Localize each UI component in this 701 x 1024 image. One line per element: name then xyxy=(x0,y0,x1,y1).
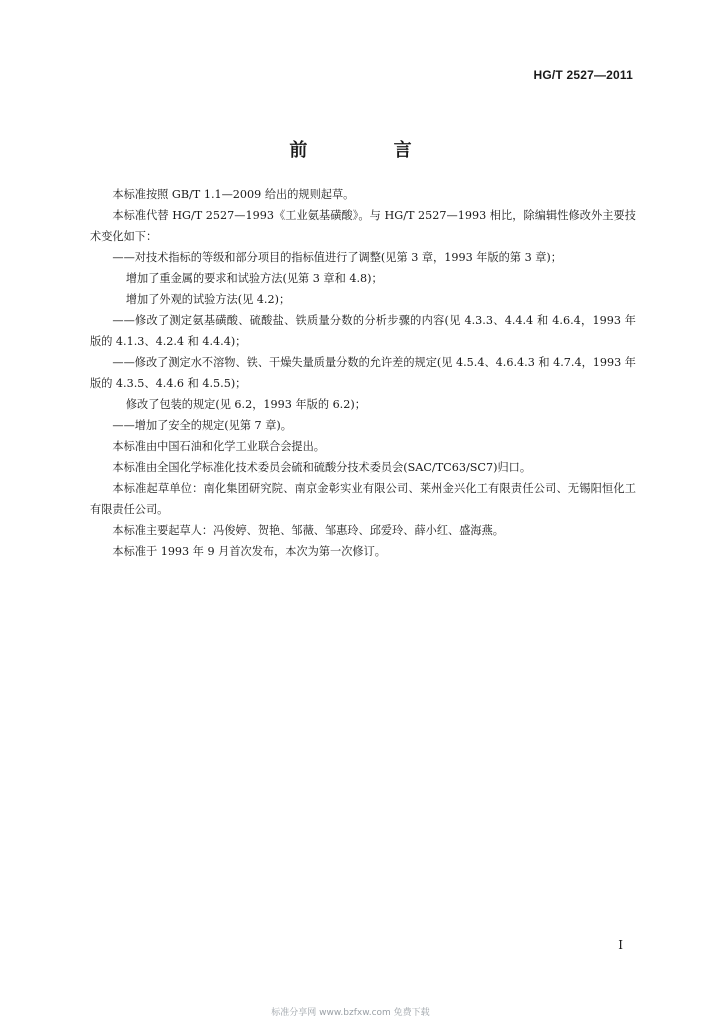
change-item-tolerances: ——修改了测定水不溶物、铁、干燥失量质量分数的允许差的规定(见 4.5.4、4.6.4.3 和 4.7.4，1993 年版的 4.3.5、4.4.6 和 4.5.5)； xyxy=(90,356,636,390)
change-item-heavy-metals-text: 增加了重金属的要求和试验方法(见第 3 章和 4.8)； xyxy=(125,272,383,285)
change-item-appearance xyxy=(90,289,636,310)
standard-code: HG/T 2527—2011 xyxy=(533,68,633,82)
change-item-appearance-text: 增加了外观的试验方法(见 4.2)； xyxy=(125,293,291,306)
paragraph-publication-history: 本标准于 1993 年 9 月首次发布，本次为第一次修订。 xyxy=(112,545,386,558)
paragraph-drafting-units: 本标准起草单位：南化集团研究院、南京金彰实业有限公司、莱州金兴化工有限责任公司、无锡阳恒化工有限责任公司。 xyxy=(90,482,636,516)
change-item-heavy-metals xyxy=(90,268,636,289)
change-item-safety: ——增加了安全的规定(见第 7 章)。 xyxy=(112,419,292,432)
change-item-packaging xyxy=(90,394,636,415)
page-title: 前 言 xyxy=(289,140,452,161)
change-item-analysis-steps: ——修改了测定氨基磺酸、硫酸盐、铁质量分数的分析步骤的内容(见 4.3.3、4.4.4 和 4.6.4，1993 年版的 4.1.3、4.2.4 和 4.4.4)； xyxy=(90,314,636,348)
paragraph-proposed-by: 本标准由中国石油和化学工业联合会提出。 xyxy=(112,440,325,453)
paragraph-under-jurisdiction: 本标准由全国化学标准化技术委员会硫和硫酸分技术委员会(SAC/TC63/SC7)归口。 xyxy=(112,461,532,474)
change-item-packaging-text: 修改了包装的规定(见 6.2，1993 年版的 6.2)； xyxy=(125,398,366,411)
foreword-body xyxy=(90,184,636,562)
page-number: I xyxy=(618,938,623,952)
change-item-technical-indicators: ——对技术指标的等级和部分项目的指标值进行了调整(见第 3 章，1993 年版的第 3 章)； xyxy=(112,251,562,264)
paragraph-replaces-standard: 本标准代替 HG/T 2527—1993《工业氨基磺酸》。与 HG/T 2527—1993 相比，除编辑性修改外主要技术变化如下： xyxy=(90,209,636,243)
paragraph-drafting-rules: 本标准按照 GB/T 1.1—2009 给出的规则起草。 xyxy=(112,188,355,201)
footer-watermark: 标准分享网 www.bzfxw.com 免费下载 xyxy=(271,1008,430,1018)
paragraph-main-drafters: 本标准主要起草人：冯俊婷、贺艳、邹薇、邹惠玲、邱爱玲、薛小红、盛海燕。 xyxy=(112,524,504,537)
